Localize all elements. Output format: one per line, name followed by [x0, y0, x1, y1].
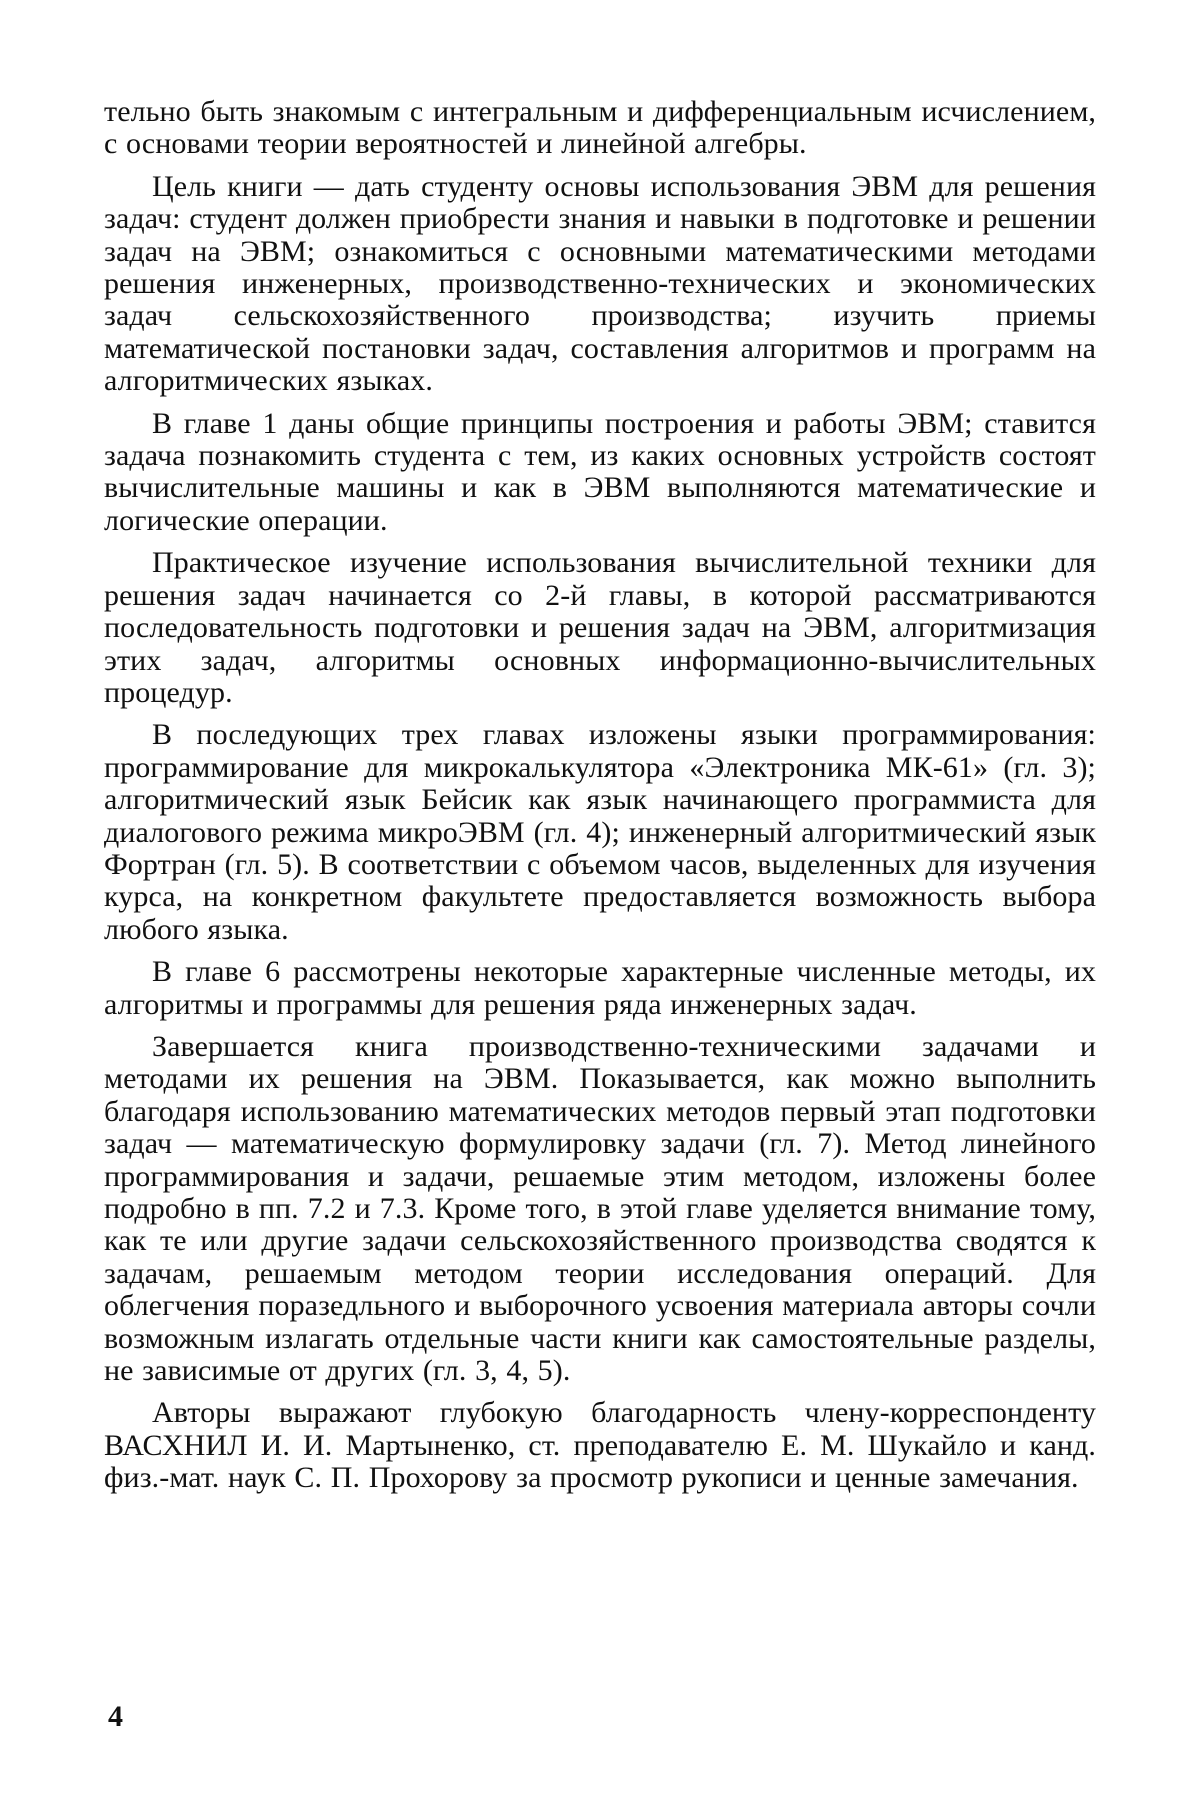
paragraph-acknowledgements: Авторы выражают глубокую благодарность члену-корреспонденту ВАСХНИЛ И. И. Мартыненко, ст. преподавателю Е. М. Шукайло и канд. физ.-мат. наук С. П. Прохорову за просмотр рукописи и ценные замечания. [104, 1396, 1096, 1495]
body-text [104, 96, 1096, 1495]
page-number: 4 [108, 1700, 123, 1733]
paragraph-book-goal: Цель книги — дать студенту основы использования ЭВМ для решения задач: студент должен приобрести знания и навыки в подготовке и решении задач на ЭВМ; ознакомиться с основными математическими методами решения инженерных, производственно-технических и экономических задач сельскохозяйственного производства; изучить приемы математической постановки задач, составления алгоритмов и программ на алгоритмических языках. [104, 169, 1096, 398]
paragraph-continuation: тельно быть знакомым с интегральным и дифференциальным исчислением, с основами теории вероятностей и линейной алгебры. [104, 95, 1096, 161]
paragraph-chapters-3-5: В последующих трех главах изложены языки программирования: программирование для микрокалькулятора «Электроника МК-61» (гл. 3); алгоритмический язык Бейсик как язык начинающего программиста для диалогового режима микроЭВМ (гл. 4); инженерный алгоритмический язык Фортран (гл. 5). В соответствии с объемом часов, выделенных для изучения курса, на конкретном факультете предоставляется возможность выбора любого языка. [104, 718, 1096, 946]
paragraph-chapter-2: Практическое изучение использования вычислительной техники для решения задач начинается со 2-й главы, в которой рассматриваются последовательность подготовки и решения задач на ЭВМ, алгоритмизация этих задач, алгоритмы основных информационно-вычислительных процедур. [104, 546, 1096, 709]
paragraph-chapter-1: В главе 1 даны общие принципы построения и работы ЭВМ; ставится задача познакомить студента с тем, из каких основных устройств состоят вычислительные машины и как в ЭВМ выполняются математические и логические операции. [104, 406, 1096, 537]
paragraph-chapter-6: В главе 6 рассмотрены некоторые характерные численные методы, их алгоритмы и программы для решения ряда инженерных задач. [104, 955, 1096, 1021]
paragraph-chapter-7: Завершается книга производственно-техническими задачами и методами их решения на ЭВМ. Показывается, как можно выполнить благодаря использованию математических методов первый этап подготовки задач — математическую формулировку задачи (гл. 7). Метод линейного программирования и задачи, решаемые этим методом, изложены более подробно в пп. 7.2 и 7.3. Кроме того, в этой главе уделяется внимание тому, как те или другие задачи сельскохозяйственного производства сводятся к задачам, решаемым методом теории исследования операций. Для облегчения поразедльного и выборочного усвоения материала авторы сочли возможным излагать отдельные части книги как самостоятельные разделы, не зависимые от других (гл. 3, 4, 5). [104, 1029, 1096, 1388]
